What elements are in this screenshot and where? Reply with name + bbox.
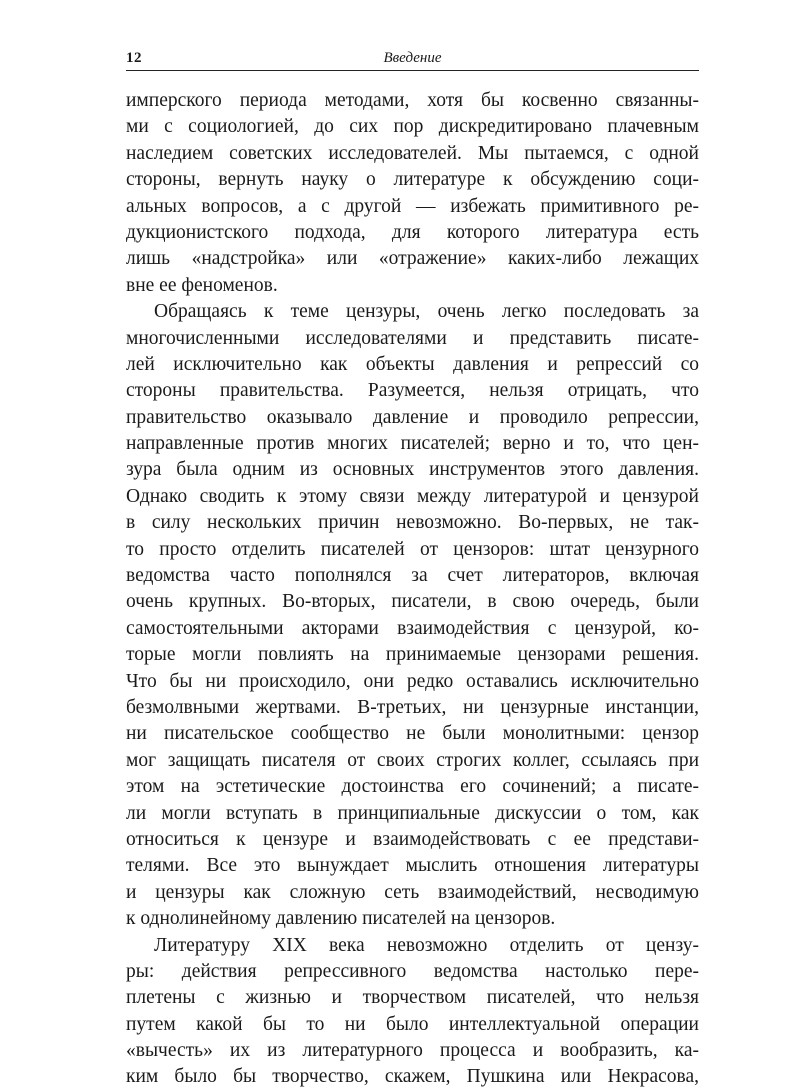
text-line: этом на эстетические достоинства его сочинений; а писате- [126, 776, 699, 798]
text-line: самостоятельными акторами взаимодействия с цензурой, ко- [126, 617, 699, 639]
text-line: безмолвными жертвами. В-третьих, ни цензурные инстанции, [126, 696, 699, 718]
text-line: относиться к цензуре и взаимодействовать с ее представи- [126, 828, 699, 850]
text-line: и цензуры как сложную сеть взаимодействий, несводимую [126, 881, 699, 903]
text-line: стороны правительства. Разумеется, нельзя отрицать, что [126, 380, 699, 402]
text-line: ведомства часто пополнялся за счет литераторов, включая [126, 565, 699, 587]
text-line: многочисленными исследователями и представить писате- [126, 327, 699, 349]
text-line: в силу нескольких причин невозможно. Во-первых, не так- [126, 512, 699, 534]
header-rule [126, 70, 699, 71]
text-line: лишь «надстройка» или «отражение» каких-либо лежащих [126, 248, 699, 270]
text-line: Обращаясь к теме цензуры, очень легко последовать за [154, 301, 699, 323]
text-line: торые могли повлиять на принимаемые цензорами решения. [126, 644, 699, 666]
text-line: наследием советских исследователей. Мы пытаемся, с одной [126, 142, 699, 164]
text-line: направленные против многих писателей; верно и то, что цен- [126, 433, 699, 455]
text-line: Что бы ни происходило, они редко оставались исключительно [126, 670, 699, 692]
text-line: ры: действия репрессивного ведомства настолько пере- [126, 960, 699, 982]
text-line: альных вопросов, а с другой — избежать примитивного ре- [126, 195, 699, 217]
text-line: вне ее феноменов. [126, 274, 278, 296]
running-head: Введение [383, 50, 442, 66]
text-line: Однако сводить к этому связи между литературой и цензурой [126, 485, 699, 507]
text-line: дукционистского подхода, для которого литература есть [126, 221, 699, 243]
text-line: ми с социологией, до сих пор дискредитировано плачевным [126, 116, 699, 138]
text-line: к однолинейному давлению писателей на цензоров. [126, 908, 556, 930]
text-line: стороны, вернуть науку о литературе к обсуждению соци- [126, 169, 699, 191]
page-number: 12 [126, 50, 142, 66]
text-line: ким было бы творчество, скажем, Пушкина или Некрасова, [126, 1066, 699, 1088]
page-header [126, 48, 699, 70]
text-line: имперского периода методами, хотя бы косвенно связанны- [126, 90, 699, 111]
body-text [126, 88, 699, 1091]
text-line: то просто отделить писателей от цензоров: штат цензурного [126, 538, 699, 560]
text-line: ли могли вступать в принципиальные дискуссии о том, как [126, 802, 699, 824]
text-line: очень крупных. Во-вторых, писатели, в свою очередь, были [126, 591, 699, 613]
text-line: лей исключительно как объекты давления и репрессий со [126, 353, 699, 375]
text-line: телями. Все это вынуждает мыслить отношения литературы [126, 855, 699, 877]
text-line: плетены с жизнью и творчеством писателей, что нельзя [126, 987, 699, 1009]
text-line: правительство оказывало давление и проводило репрессии, [126, 406, 699, 428]
text-line: мог защищать писателя от своих строгих коллег, ссылаясь при [126, 749, 699, 771]
text-line: путем какой бы то ни было интеллектуальной операции [126, 1013, 699, 1035]
text-line: зура была одним из основных инструментов этого давления. [126, 459, 699, 481]
text-line: ни писательское сообщество не были монолитными: цензор [126, 723, 699, 745]
text-line: «вычесть» их из литературного процесса и вообразить, ка- [126, 1040, 699, 1062]
text-line: Литературу XIX века невозможно отделить от цензу- [154, 934, 699, 956]
